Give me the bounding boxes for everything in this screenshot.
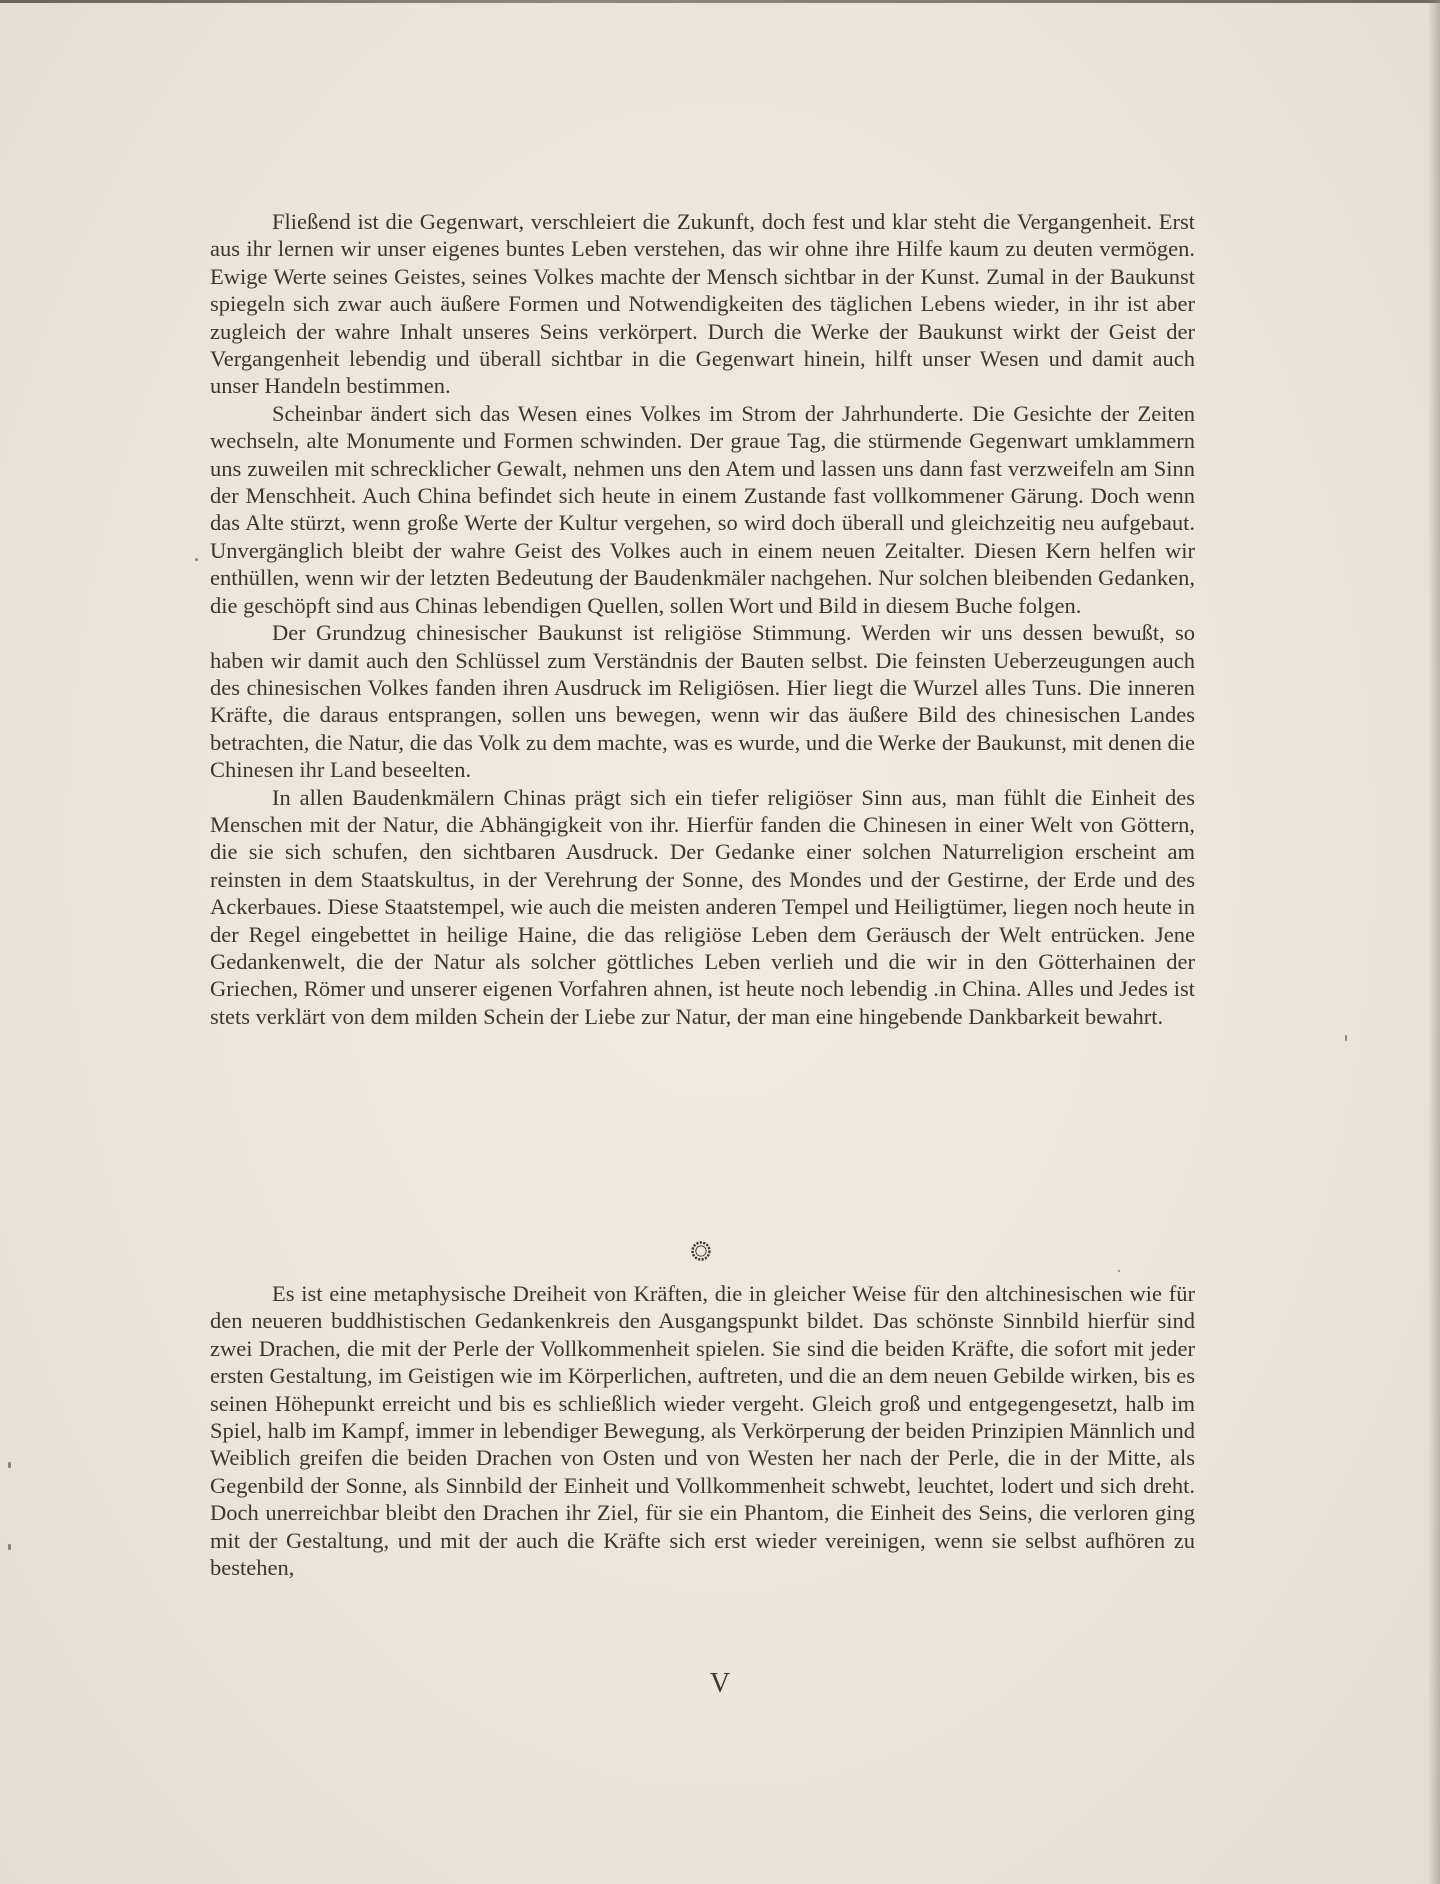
paper-speck [1118,1270,1120,1272]
paragraph-1: Fließend ist die Gegenwart, verschleiert die Zukunft, doch fest und klar steht die Vergangenheit. Erst aus ihr lernen wir unser eigenes buntes Leben verstehen, das wir ohne ihre Hilfe kaum zu deuten vermögen. Ewige Werte seines Geistes, seines Volkes machte der Mensch sichtbar in der Kunst. Zumal in der Baukunst spiegeln sich zwar auch äußere Formen und Notwendigkeiten des täglichen Lebens wieder, in ihr ist aber zugleich der wahre Inhalt unseres Seins verkörpert. Durch die Werke der Baukunst wirkt der Geist der Vergangenheit lebendig und überall sichtbar in die Gegenwart hinein, hilft unser Wesen und damit auch unser Handeln bestimmen. [210,209,1195,399]
paragraph-5: Es ist eine metaphysische Dreiheit von Kräften, die in gleicher Weise für den altchinesischen wie für den neueren buddhistischen Gedankenkreis den Ausgangspunkt bildet. Das schönste Sinnbild hierfür sind zwei Drachen, die mit der Perle der Vollkommenheit spielen. Sie sind die beiden Kräfte, die sofort mit jeder ersten Gestaltung, im Geistigen wie im Körperlichen, auftreten, und die an dem neuen Gebilde wirken, bis es seinen Höhepunkt erreicht und bis es schließlich wieder vergeht. Gleich groß und entgegengesetzt, halb im Spiel, halb im Kampf, immer in lebendiger Bewegung, als Verkörperung der beiden Prinzipien Männlich und Weiblich greifen die beiden Drachen von Osten und von Westen her nach der Perle, die in der Mitte, als Gegenbild der Sonne, als Sinnbild der Einheit und Vollkommenheit schwebt, leuchtet, lodert und sich dreht. Doch unerreichbar bleibt den Drachen ihr Ziel, für sie ein Phantom, die Einheit des Seins, die verloren ging mit der Gestaltung, und mit der auch die Kräfte sich erst wieder vereinigen, wenn sie selbst aufhören zu bestehen, [210,1281,1195,1581]
paragraph-2: Scheinbar ändert sich das Wesen eines Volkes im Strom der Jahrhunderte. Die Gesichte der Zeiten wechseln, alte Monumente und Formen schwinden. Der graue Tag, die stürmende Gegenwart umklammern uns zuweilen mit schrecklicher Gewalt, nehmen uns den Atem und lassen uns dann fast verzweifeln am Sinn der Menschheit. Auch China befindet sich heute in einem Zustande fast vollkommener Gärung. Doch wenn das Alte stürzt, wenn große Werte der Kultur vergehen, so wird doch überall und gleichzeitig neu aufgebaut. Unvergänglich bleibt der wahre Geist des Volkes auch in einem neuen Zeitalter. Diesen Kern helfen wir enthüllen, wenn wir der letzten Bedeutung der Baudenkmäler nachgehen. Nur solchen bleibenden Gedanken, die geschöpft sind aus Chinas lebendigen Quellen, sollen Wort und Bild in diesem Buche folgen. [210,400,1195,618]
page-right-edge-shadow [1428,0,1440,1884]
page-top-edge [0,0,1440,3]
paper-speck [8,1544,11,1550]
paper-speck [8,1462,11,1468]
first-section-text [210,208,1195,1030]
paragraph-3: Der Grundzug chinesischer Baukunst ist religiöse Stimmung. Werden wir uns dessen bewußt, so haben wir damit auch den Schlüssel zum Verständnis der Bauten selbst. Die feinsten Ueberzeugungen auch des chinesischen Volkes fanden ihren Ausdruck im Religiösen. Hier liegt die Wurzel alles Tuns. Die inneren Kräfte, die daraus entsprangen, sollen uns bewegen, wenn wir das äußere Bild des chinesischen Landes betrachten, die Natur, die das Volk zu dem machte, was es wurde, und die Werke der Baukunst, mit denen die Chinesen ihr Land beseelten. [210,620,1195,783]
page-number: V [709,1668,731,1699]
circular-wreath-ornament-icon [689,1239,713,1263]
paper-speck [195,558,198,561]
paper-speck [1345,1035,1347,1041]
paragraph-4: In allen Baudenkmälern Chinas prägt sich ein tiefer religiöser Sinn aus, man fühlt die Einheit des Menschen mit der Natur, die Abhängigkeit von ihr. Hierfür fanden die Chinesen in einer Welt von Göttern, die sie sich schufen, den sichtbaren Ausdruck. Der Gedanke einer solchen Naturreligion erscheint am reinsten in dem Staatskultus, in der Verehrung der Sonne, des Mondes und der Gestirne, der Erde und des Ackerbaues. Diese Staatstempel, wie auch die meisten anderen Tempel und Heiligtümer, liegen noch heute in der Regel eingebettet in heilige Haine, die das religiöse Leben dem Geräusch der Welt entrücken. Jene Gedankenwelt, die der Natur als solcher göttliches Leben verlieh und die wir in den Götterhainen der Griechen, Römer und unserer eigenen Vorfahren ahnen, ist heute noch lebendig .in China. Alles und Jedes ist stets verklärt von dem milden Schein der Liebe zur Natur, der man eine hingebende Dankbarkeit bewahrt. [210,784,1195,1029]
